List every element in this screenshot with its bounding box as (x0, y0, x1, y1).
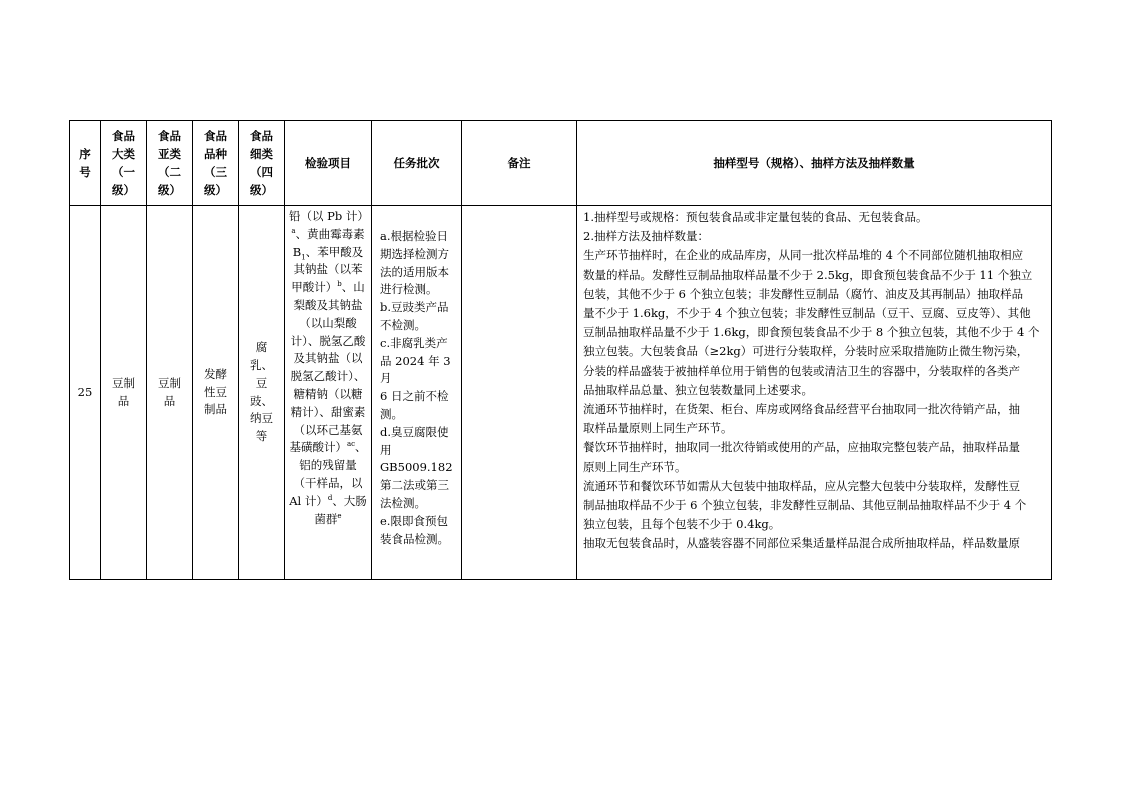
cell-seq: 25 (70, 206, 101, 580)
batch-line: 进行检测。 (380, 282, 438, 297)
batch-line: e.限即食预包 (380, 513, 448, 528)
footnote-mark-e: e (337, 511, 342, 520)
footnote-mark-d: d (327, 493, 333, 502)
method-line: 2.抽样方法及抽样数量： (583, 229, 709, 244)
cell-remark (462, 206, 577, 580)
batch-line: d.臭豆腐限使 (380, 424, 449, 439)
sampling-table (69, 120, 1052, 580)
header-seq: 序号 (70, 121, 101, 206)
method-line: 独立包装，且每个包装不少于 0.4kg。 (583, 517, 781, 532)
batch-line: 品 2024 年 3 月 (380, 353, 451, 386)
cell-inspection-items (285, 206, 372, 580)
method-line: 生产环节抽样时，在企业的成品库房，从同一批次样品堆的 4 个不同部位随机抽取相应 (583, 248, 1024, 263)
header-method: 抽样型号（规格）、抽样方法及抽样数量 (577, 121, 1052, 206)
item-b1-subscript: 1 (301, 252, 306, 261)
method-line: 制品抽取样品不少于 6 个独立包装，非发酵性豆制品、其他豆制品抽取样品不少于 4 个 (583, 498, 1027, 513)
method-line: 数量的样品。发酵性豆制品抽取样品量不少于 2.5kg，即食预包装食品不少于 11 个独立 (583, 267, 1033, 282)
header-items: 检验项目 (285, 121, 372, 206)
item-aflatoxin: 、黄曲霉毒素 (295, 226, 365, 241)
method-line: 包装，其他不少于 6 个独立包装；非发酵性豆制品（腐竹、油皮及其再制品）抽取样品 (583, 286, 1024, 301)
batch-line: 用 GB5009.182 (380, 442, 453, 475)
header-cat3: 食品品种（三级） (193, 121, 239, 206)
cell-sampling-method (577, 206, 1052, 580)
batch-line: 6 日之前不检 (380, 389, 449, 404)
cell-cat1: 豆制品 (101, 206, 147, 580)
item-benzoic: 、苯甲酸及其钠盐（以苯甲酸计） (291, 244, 364, 295)
header-batch: 任务批次 (372, 121, 462, 206)
method-line: 1.抽样型号或规格：预包装食品或非定量包装的食品、无包装食品。 (583, 210, 928, 224)
method-line: 抽取无包装食品时，从盛装容器不同部位采集适量样品混合成所抽取样品，样品数量原 (583, 536, 1020, 551)
method-line: 餐饮环节抽样时，抽取同一批次待销或使用的产品，应抽取完整包装产品，抽取样品量 (583, 440, 1020, 455)
footnote-mark-ac: ac (346, 440, 356, 449)
header-cat2: 食品亚类（二级） (147, 121, 193, 206)
item-sorbic: 、山梨酸及其钠盐（以山梨酸计）、脱氢乙酸及其钠盐（以脱氢乙酸计）、糖精钠（以糖精计）、甜蜜素（以环己基氨基磺酸计） (289, 280, 366, 455)
cell-cat2: 豆制品 (147, 206, 193, 580)
method-line: 品抽取样品总量、独立包装数量同上述要求。 (583, 382, 813, 397)
batch-line: 法检测。 (380, 495, 426, 510)
method-line: 原则上同生产环节。 (583, 459, 687, 474)
item-aluminum: 、铝的残留量（干样品，以 Al 计） (289, 440, 367, 508)
batch-line: 装食品检测。 (380, 531, 449, 546)
item-coliform: 、大肠菌群 (314, 493, 367, 526)
batch-line: 测。 (380, 406, 403, 421)
batch-line: 期选择检测方 (380, 246, 449, 261)
method-line: 流通环节和餐饮环节如需从大包装中抽取样品，应从完整大包装中分装取样，发酵性豆 (583, 478, 1020, 493)
batch-line: c.非腐乳类产 (380, 335, 448, 350)
method-line: 取样品量原则上同生产环节。 (583, 421, 733, 436)
batch-line: a.根据检验日 (380, 229, 449, 243)
table-header-row (70, 121, 1052, 206)
header-cat4: 食品细类（四级） (239, 121, 285, 206)
item-lead: 铅（以 Pb 计） (289, 209, 369, 223)
method-line: 流通环节抽样时，在货架、柜台、库房或网络食品经营平台抽取同一批次待销产品，抽 (583, 402, 1020, 417)
table-row (70, 206, 1052, 580)
batch-line: 法的适用版本 (380, 264, 449, 279)
item-b1: B (292, 244, 302, 259)
batch-line: 第二法或第三 (380, 478, 449, 493)
header-cat1: 食品大类（一级） (101, 121, 147, 206)
method-line: 独立包装。大包装食品（≥2kg）可进行分装取样，分装时应采取措施防止微生物污染， (583, 344, 1029, 359)
batch-line: 不检测。 (380, 317, 426, 332)
method-line: 豆制品抽取样品量不少于 1.6kg，即食预包装食品不少于 8 个独立包装，其他不少于 4 个 (583, 325, 1040, 340)
header-remark: 备注 (462, 121, 577, 206)
cell-cat4: 腐乳、豆豉、纳豆等 (239, 206, 285, 580)
footnote-mark-a: a (291, 226, 296, 235)
cell-task-batch (372, 206, 462, 580)
cell-cat3: 发酵性豆制品 (193, 206, 239, 580)
method-line: 分装的样品盛装于被抽样单位用于销售的包装或清洁卫生的容器中，分装取样的各类产 (583, 363, 1020, 378)
method-line: 量不少于 1.6kg，不少于 4 个独立包装；非发酵性豆制品（豆干、豆腐、豆皮等）、其他 (583, 306, 1031, 321)
footnote-mark-b: b (337, 280, 342, 289)
batch-line: b.豆豉类产品 (380, 300, 449, 315)
